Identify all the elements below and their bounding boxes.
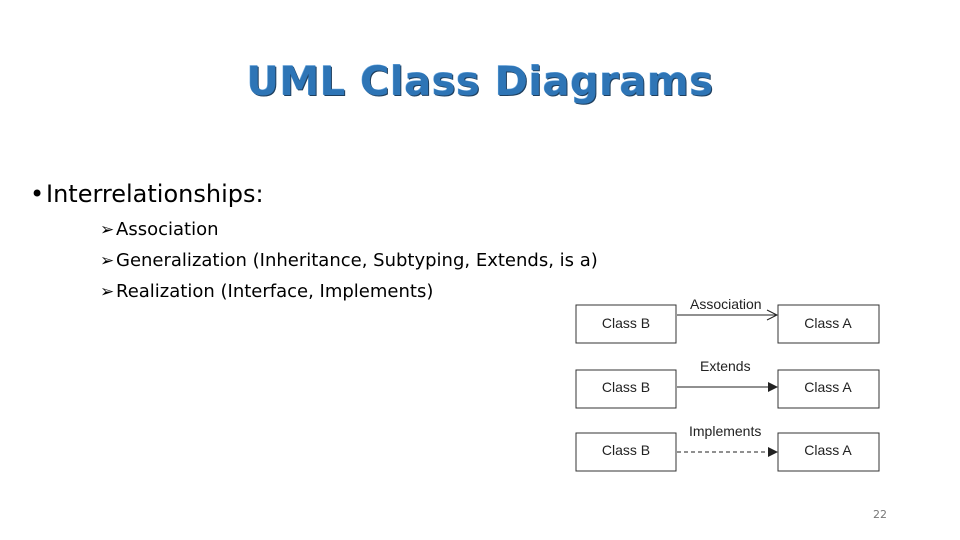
- class-name: Class B: [601, 315, 651, 331]
- relation-label: Association: [690, 296, 762, 312]
- sub-bullet-text: Realization (Interface, Implements): [116, 281, 434, 302]
- uml-relationship-diagram: [570, 290, 890, 480]
- sub-bullet-item: [100, 214, 598, 245]
- relation-label: Extends: [700, 358, 751, 374]
- association-row: [576, 296, 879, 343]
- filled-arrowhead-icon: [768, 447, 778, 457]
- extends-row: [576, 358, 879, 408]
- page-number: 22: [873, 508, 887, 521]
- slide-title: UML Class Diagrams: [246, 59, 714, 105]
- class-name: Class A: [804, 379, 852, 395]
- sub-bullet-text: Generalization (Inheritance, Subtyping, Extends, is a): [116, 250, 598, 271]
- bullet-dot: •: [30, 180, 45, 208]
- arrow-bullet-icon: ➢: [100, 220, 115, 240]
- main-bullet: [30, 176, 264, 212]
- arrow-bullet-icon: ➢: [100, 251, 115, 271]
- arrow-bullet-icon: ➢: [100, 282, 115, 302]
- sub-bullet-item: [100, 276, 598, 307]
- sub-bullet-item: [100, 245, 598, 276]
- class-name: Class A: [804, 442, 852, 458]
- filled-arrowhead-icon: [768, 382, 778, 392]
- class-name: Class B: [601, 442, 651, 458]
- class-name: Class A: [804, 315, 852, 331]
- implements-row: [576, 423, 879, 471]
- sub-bullet-text: Association: [116, 219, 219, 240]
- class-name: Class B: [601, 379, 651, 395]
- sub-bullet-list: [100, 214, 598, 307]
- relation-label: Implements: [689, 423, 762, 439]
- main-bullet-text: Interrelationships:: [46, 180, 264, 208]
